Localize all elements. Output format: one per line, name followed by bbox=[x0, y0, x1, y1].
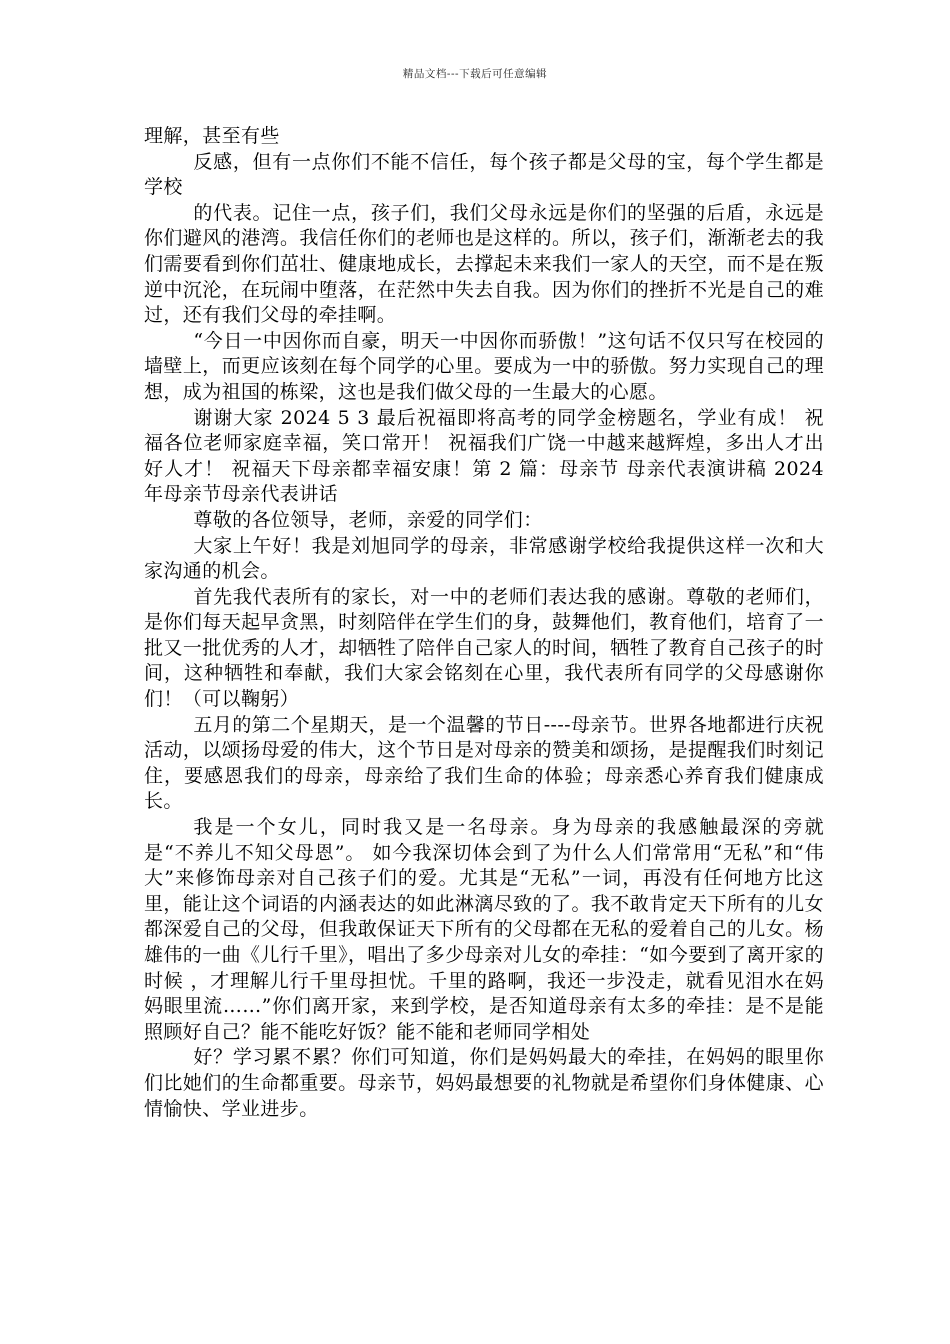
paragraph: “今日一中因你而自豪，明天一中因你而骄傲！”这句话不仅只写在校园的墙壁上，而更应该刻在每个同学的心里。要成为一中的骄傲。努力实现自己的理想，成为祖国的栋梁，这也是我们做父母的一生最大的心愿。 bbox=[144, 329, 824, 403]
paragraph: 反感，但有一点你们不能不信任，每个孩子都是父母的宝，每个学生都是学校 bbox=[144, 150, 824, 199]
paragraph: 尊敬的各位领导，老师，亲爱的同学们： bbox=[193, 508, 543, 531]
paragraph: 好？学习累不累？你们可知道，你们是妈妈最大的牵挂，在妈妈的眼里你们比她们的生命都重要。母亲节，妈妈最想要的礼物就是希望你们身体健康、心情愉快、学业进步。 bbox=[144, 1046, 824, 1120]
paragraph: 首先我代表所有的家长，对一中的老师们表达我的感谢。尊敬的老师们，是你们每天起早贪黑，时刻陪伴在学生们的身，鼓舞他们，教育他们，培育了一批又一批优秀的人才，却牺牲了陪伴自己家人的时间，牺牲了教育自己孩子的时间，这种牺牲和奉献，我们大家会铭刻在心里，我代表所有同学的父母感谢你们！（可以鞠躬） bbox=[144, 585, 824, 711]
paragraph: 的代表。记住一点，孩子们，我们父母永远是你们的坚强的后盾，永远是你们避风的港湾。我信任你们的老师也是这样的。所以，孩子们，渐渐老去的我们需要看到你们茁壮、健康地成长，去撑起未来我们一家人的天空，而不是在叛逆中沉沦，在玩闹中堕落，在茫然中失去自我。因为你们的挫折不光是自己的难过，还有我们父母的牵挂啊。 bbox=[144, 201, 824, 327]
paragraph: 理解，甚至有些 bbox=[144, 125, 280, 147]
paragraph: 大家上午好！我是刘旭同学的母亲，非常感谢学校给我提供这样一次和大家沟通的机会。 bbox=[144, 534, 824, 583]
document-body bbox=[144, 124, 824, 1122]
paragraph: 谢谢大家 2024 5 3 最后祝福即将高考的同学金榜题名，学业有成！ 祝福各位老师家庭幸福，笑口常开！ 祝福我们广饶一中越来越辉煌，多出人才出好人才！ 祝福天下母亲都幸福安康！第 2 篇：母亲节 母亲代表演讲稿 2024 年母亲节母亲代表讲话 bbox=[144, 406, 824, 506]
paragraph: 五月的第二个星期天，是一个温馨的节日----母亲节。世界各地都进行庆祝活动，以颂扬母爱的伟大，这个节日是对母亲的赞美和颂扬，是提醒我们时刻记住，要感恩我们的母亲，母亲给了我们生命的体验；母亲悉心养育我们健康成长。 bbox=[144, 713, 824, 813]
page-header: 精品文档---下载后可任意编辑 bbox=[402, 68, 548, 80]
paragraph: 我是一个女儿，同时我又是一名母亲。身为母亲的我感触最深的旁就是“不养儿不知父母恩”。 如今我深切体会到了为什么人们常常用“无私”和“伟大”来修饰母亲对自己孩子们的爱。尤其是“无私”一词，再没有任何地方比这里，能让这个词语的内涵表达的如此淋漓尽致的了。我不敢肯定天下所有的儿女都深爱自己的父母，但我敢保证天下所有的父母都在无私的爱着自己的儿女。杨雄伟的一曲《儿行千里》，唱出了多少母亲对儿女的牵挂：“如今要到了离开家的时候 ，才理解儿行千里母担忧。千里的路啊，我还一步没走，就看见泪水在妈妈眼里流……”你们离开家，来到学校，是否知道母亲有太多的牵挂：是不是能照顾好自己？能不能吃好饭？能不能和老师同学相处 bbox=[144, 816, 824, 1043]
